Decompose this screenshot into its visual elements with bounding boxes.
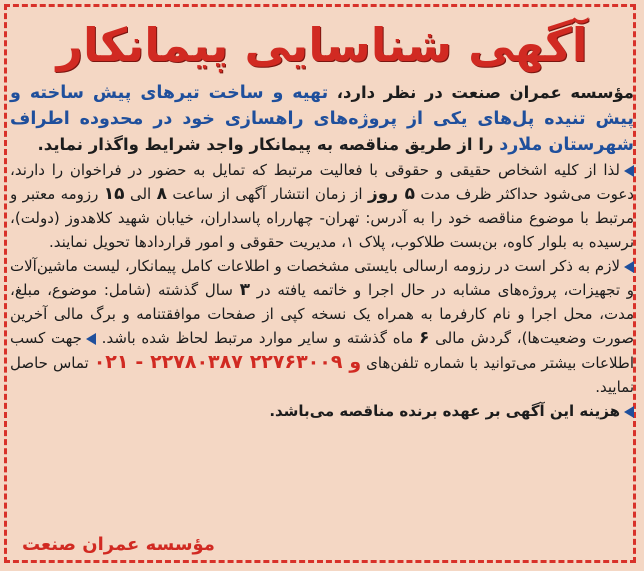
paragraph-1 [10,158,634,254]
paragraph-2 [10,254,634,399]
intro-part2: را از طریق مناقصه به پیمانکار واجد شرایط واگذار نماید. [37,135,500,154]
contact-phones: ۰۲۱ - ۲۲۷۸۰۳۸۷ و ۲۲۷۶۳۰۰۹ [93,351,362,373]
para1-hour-end: ۱۵ [103,184,125,204]
bullet-triangle-icon [86,333,96,345]
para1-days: ۵ روز [367,184,415,204]
bullet-triangle-icon [624,165,634,177]
para2-text-a: لازم به ذکر است در رزومه ارسالی بایستی مشخصات و اطلاعات کامل پیمانکار، لیست ماشین‌آلات و تجهیزات، پروژه‌های مشابه در حال اجرا و خاتمه یافته در [10,257,634,299]
para1-text-b: از زمان انتشار آگهی از ساعت [166,185,368,203]
intro-highlight: تهیه و ساخت تیرهای پیش ساخته و پیش تنیده پل‌های یکی از پروژه‌های راهسازی خود در محدوده اطراف شهرستان ملارد [10,83,634,155]
para1-text-a: لذا از کلیه اشخاص حقیقی و حقوقی با فعالیت مرتبط که تمایل به حضور در فراخوان را دارند، دعوت می‌شود حداکثر ظرف مدت [10,161,634,203]
para2-years: ۳ [239,280,251,300]
bullet-triangle-icon [624,406,634,418]
para1-hour-start: ۸ [156,184,167,204]
paragraph-3 [10,399,634,423]
ad-title: آگهی شناسایی پیمانکار [56,18,588,72]
intro-part1: مؤسسه عمران صنعت در نظر دارد، [328,83,635,102]
para2-months: ۶ [419,328,430,348]
ad-content [10,8,634,563]
signature: مؤسسه عمران صنعت [22,534,215,555]
intro-paragraph [10,80,634,158]
para2-text-c: ماه گذشته و سایر موارد مرتبط لحاظ شده باشد. [95,329,419,347]
ad-cost-note: هزینه این آگهی بر عهده برنده مناقصه می‌باشد. [269,402,620,420]
para2-text-e: تماس حاصل نمایید. [10,354,634,396]
para1-text-d: رزومه معتبر و مرتبط با موضوع مناقصه خود را به آدرس: تهران- چهارراه پاسداران، خیابان شهید کلاهدوز (دولت)، نرسیده به بلوار کاوه، بن‌بست طلاکوب، پلاک ۱، مدیریت حقوقی و امور قراردادها تحویل نمایند. [10,185,634,251]
para2-text-b: سال گذشته (شامل: موضوع، مبلغ، مدت، محل اجرا و نام کارفرما به همراه یک نسخه کپی از صفحات موافقتنامه و برگ مالی آخرین صورت وضعیت‌ها)، گردش مالی [10,281,634,347]
para1-text-c: الی [124,185,157,203]
para2-text-d: جهت کسب اطلاعات بیشتر می‌توانید با شماره تلفن‌های [10,329,635,372]
bullet-triangle-icon [624,261,634,273]
